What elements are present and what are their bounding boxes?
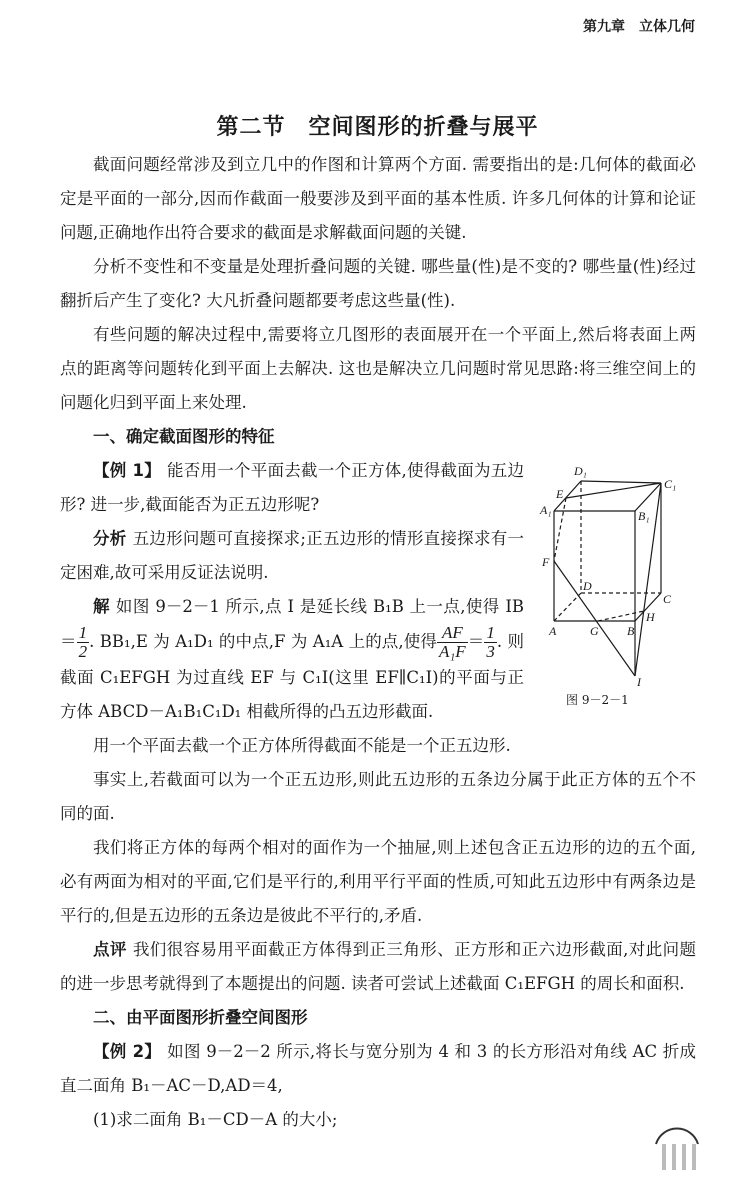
solution-text: . 则截面 C₁EFGH 为过直线 EF 与 C₁I(这里 EF∥C₁I)的平面与正方体 ABCD－A₁B₁C₁D₁ 相截所得的凸五边形截面. (60, 632, 525, 721)
body-paragraph: 我们将正方体的每两个相对的面作为一个抽屉,则上述包含正五边形的边的五个面,必有两面为相对的平面,它们是平行的,利用平行平面的性质,可知此五边形中有两条边是平行的,但是五边形的五条边是彼此不平行的,矛盾. (60, 838, 696, 925)
fraction: $\frac{AF}{\text{A₁F}}$ (439, 623, 466, 661)
intro-paragraph: 截面问题经常涉及到立几中的作图和计算两个方面. 需要指出的是:几何体的截面必定是平面的一部分,因而作截面一般要涉及到平面的基本性质. 许多几何体的计算和论证问题,正确地作出符合要求的截面是求解截面问题的关键. (60, 155, 696, 242)
question-1: (1)求二面角 B₁－CD－A 的大小; (93, 1110, 338, 1129)
label-f: F (542, 555, 550, 569)
intro-paragraph: 有些问题的解决过程中,需要将立几图形的表面展开在一个平面上,然后将表面上两点的距离等问题转化到平面上去解决. 这也是解决立几问题时常见思路:将三维空间上的问题化归到平面上来处理. (60, 325, 696, 412)
label-a: A (549, 624, 557, 638)
fraction: $\frac{1}{3}$ (486, 623, 495, 661)
label-i: I (637, 675, 641, 689)
page-content (60, 148, 696, 1137)
example-text: 如图 9－2－2 所示,将长与宽分别为 4 和 3 的长方形沿对角线 AC 折成直二面角 B₁－AC－D,AD＝4, (60, 1042, 697, 1095)
chapter-header: 第九章 立体几何 (583, 19, 695, 35)
body-paragraph: 事实上,若截面可以为一个正五边形,则此五边形的五条边分属于此正方体的五个不同的面. (60, 770, 696, 823)
body-paragraph: 用一个平面去截一个正方体所得截面不能是一个正五边形. (93, 736, 511, 755)
label-d1: D₁ (574, 464, 587, 478)
label-c: C (663, 592, 672, 606)
solution-text: 如图 9－2－1 所示,点 I 是延长线 B₁B 上一点,使得 IB＝ (60, 597, 525, 651)
example-2 (60, 1035, 696, 1103)
example-label: 【例 2】 (93, 1042, 162, 1061)
label-c1: C₁ (664, 477, 677, 491)
page-corner-mark (648, 1122, 708, 1182)
label-a1: A₁ (540, 503, 552, 517)
fraction: $\frac{1}{2}$ (78, 623, 88, 661)
label-g: G (590, 624, 599, 638)
analysis-label: 分析 (93, 529, 127, 548)
section-heading: 一、确定截面图形的特征 (93, 427, 275, 446)
cube-figure (536, 458, 696, 708)
comment-label: 点评 (93, 940, 127, 959)
analysis-text: 五边形问题可直接探求;正五边形的情形直接探求有一定困难,故可采用反证法说明. (60, 529, 525, 582)
label-d: D (583, 579, 592, 593)
section-title: 第二节 空间图形的折叠与展平 (216, 115, 539, 140)
equals-sign: ＝ (467, 632, 485, 651)
example-label: 【例 1】 (93, 461, 161, 480)
intro-paragraph: 分析不变性和不变量是处理折叠问题的关键. 哪些量(性)是不变的? 哪些量(性)经过翻折后产生了变化? 大凡折叠问题都要考虑这些量(性). (60, 257, 696, 310)
section-heading: 二、由平面图形折叠空间图形 (93, 1008, 308, 1027)
label-h: H (646, 610, 655, 624)
comment-text: 我们很容易用平面截正方体得到正三角形、正方形和正六边形截面,对此问题的进一步思考就得到了本题提出的问题. 读者可尝试上述截面 C₁EFGH 的周长和面积. (60, 940, 697, 993)
label-e: E (556, 487, 564, 501)
figure-caption: 图 9－2－1 (566, 693, 629, 707)
comment (60, 933, 696, 1001)
example-text: 能否用一个平面去截一个正方体,使得截面为五边形? 进一步,截面能否为正五边形呢? (60, 461, 524, 514)
solution-text: . BB₁,E 为 A₁D₁ 的中点,F 为 A₁A 上的点,使得 (89, 632, 437, 651)
label-b: B (627, 624, 635, 638)
label-b1: B₁ (638, 509, 650, 523)
solution-label: 解 (93, 597, 110, 616)
